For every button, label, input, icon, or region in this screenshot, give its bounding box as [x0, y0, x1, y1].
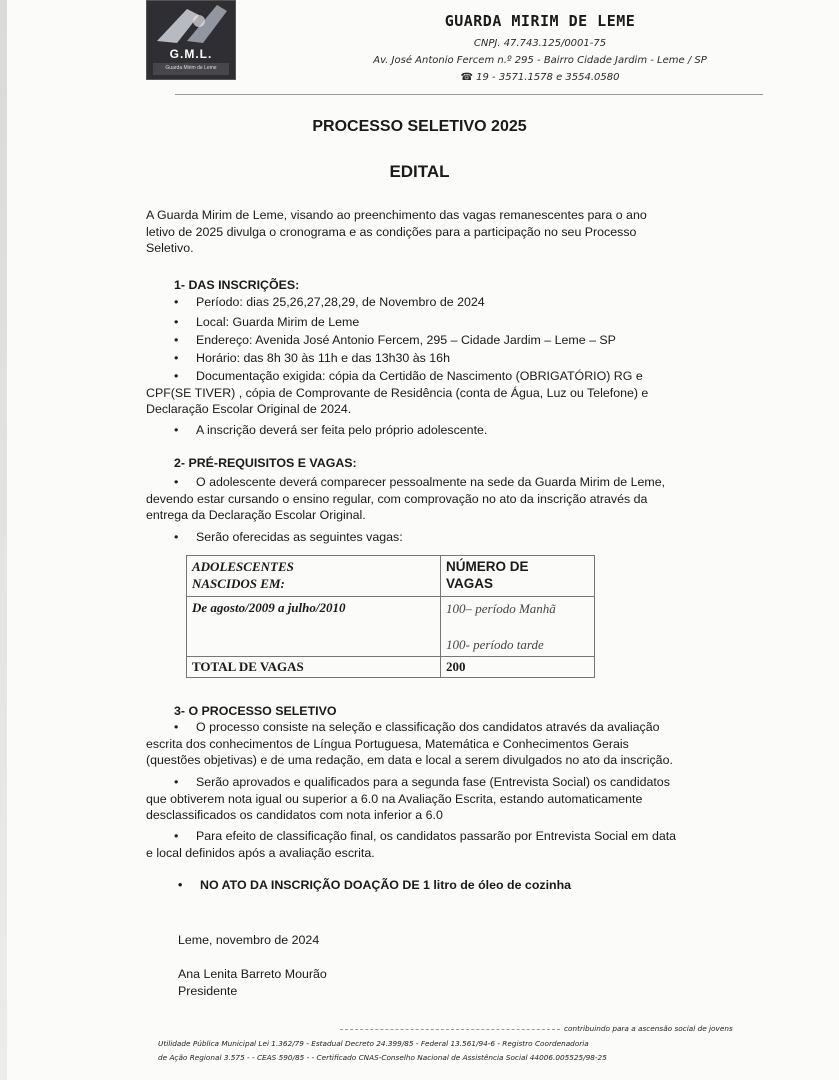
section-3-heading: 3- O PROCESSO SELETIVO: [174, 704, 337, 718]
list-item: • A inscrição deverá ser feita pelo próprio adolescente.: [174, 423, 488, 437]
org-cnpj: CNPJ. 47.743.125/0001-75: [473, 38, 607, 49]
org-phone-line: [330, 72, 750, 83]
footer-motto: contribuindo para a ascensão social de jovens: [564, 1024, 733, 1033]
documentation-paragraph: • Documentação exigida: cópia da Certidão de Nascimento (OBRIGATÓRIO) RG e CPF(SE TIVER) , cópia de Comprovante de Residência (conta de Água, Luz ou Telefone) e Declaração Escolar Original de 2024.: [146, 369, 649, 416]
list-item: • Período: dias 25,26,27,28,29, de Novembro de 2024: [174, 295, 485, 309]
intro-line: Seletivo.: [146, 241, 194, 255]
table-row: [187, 597, 595, 657]
intro-line: letivo de 2025 divulga o cronograma e as condições para a participação no seu Processo: [146, 224, 637, 239]
table-cell: De agosto/2009 a julho/2010: [187, 597, 441, 657]
list-item: • Horário: das 8h 30 às 11h e das 13h30 às 16h: [174, 351, 450, 365]
section-2-heading: 2- PRÉ-REQUISITOS E VAGAS:: [174, 456, 357, 470]
table-row: [187, 556, 595, 597]
org-name: GUARDA MIRIM DE LEME: [444, 12, 636, 30]
org-phone: 19 - 3571.1578 e 3554.0580: [476, 72, 620, 83]
gml-logo: [146, 0, 236, 80]
page-title: PROCESSO SELETIVO 2025: [312, 118, 527, 135]
logo-text: G.M.L.: [169, 47, 213, 61]
table-total-label: TOTAL DE VAGAS: [187, 657, 441, 678]
footer-line-2: de Ação Regional 3.575 - - CEAS 590/85 - - Certificado CNAS-Conselho Nacional de Assistência Social 44006.005525/98-25: [158, 1053, 607, 1062]
table-cell: 100– período Manhã 100- período tarde: [441, 597, 595, 657]
requirements-paragraph: • O adolescente deverá comparecer pessoalmente na sede da Guarda Mirim de Leme, devendo estar cursando o ensino regular, com comprovação no ato da inscrição através da entrega da Declaração Escolar Original.: [146, 475, 666, 522]
process-paragraph-2: • Serão aprovados e qualificados para a segunda fase (Entrevista Social) os candidatos que obtiverem nota igual ou superior a 6.0 na Avaliação Escrita, estando automaticamente desclassificados os candidatos com nota inferior a 6.0: [146, 775, 670, 822]
footer-line-1: Utilidade Pública Municipal Lei 1.362/79 - Estadual Decreto 24.399/85 - Federal 13.561/94-6 - Registro Coordenadoria: [158, 1039, 589, 1048]
page-subtitle: EDITAL: [389, 162, 450, 181]
table-total-value: 200: [441, 657, 595, 678]
intro-line: A Guarda Mirim de Leme, visando ao preenchimento das vagas remanescentes para o ano: [146, 208, 647, 222]
logo-subtext: Guarda Mirim de Leme: [165, 65, 217, 71]
table-header-cell: ADOLESCENTES NASCIDOS EM:: [187, 556, 441, 597]
telephone-icon: ☎: [460, 72, 473, 83]
header-divider: [175, 94, 763, 95]
process-paragraph-3: • Para efeito de classificação final, os candidatos passarão por Entrevista Social em data e local definidos após a avaliação escrita.: [146, 829, 677, 860]
signatory-name: Ana Lenita Barreto Mourão: [178, 967, 327, 981]
intro-paragraph: [146, 207, 792, 257]
process-paragraph-1: • O processo consiste na seleção e classificação dos candidatos através da avaliação escrita dos conhecimentos de Língua Portuguesa, Matemática e Conhecimentos Gerais (questões objetivas) e de uma redação, em data e local a serem divulgados no ato da inscrição.: [146, 720, 673, 767]
list-item: • Local: Guarda Mirim de Leme: [174, 315, 360, 329]
table-header-cell: NÚMERO DE VAGAS: [441, 556, 595, 597]
table-row: [187, 657, 595, 678]
vacancies-table: [186, 555, 595, 678]
list-item: • Endereço: Avenida José Antonio Fercem, 295 – Cidade Jardim – Leme – SP: [174, 333, 616, 347]
footer-divider: [340, 1029, 560, 1030]
donation-note: • NO ATO DA INSCRIÇÃO DOAÇÃO DE 1 litro de óleo de cozinha: [178, 878, 572, 892]
signatory-role: Presidente: [178, 984, 238, 998]
list-item: • Serão oferecidas as seguintes vagas:: [174, 530, 403, 544]
place-date: Leme, novembro de 2024: [178, 933, 320, 947]
section-1-heading: 1- DAS INSCRIÇÕES:: [174, 278, 300, 292]
org-address: Av. José Antonio Fercem n.º 295 - Bairro Cidade Jardim - Leme / SP: [373, 55, 707, 66]
